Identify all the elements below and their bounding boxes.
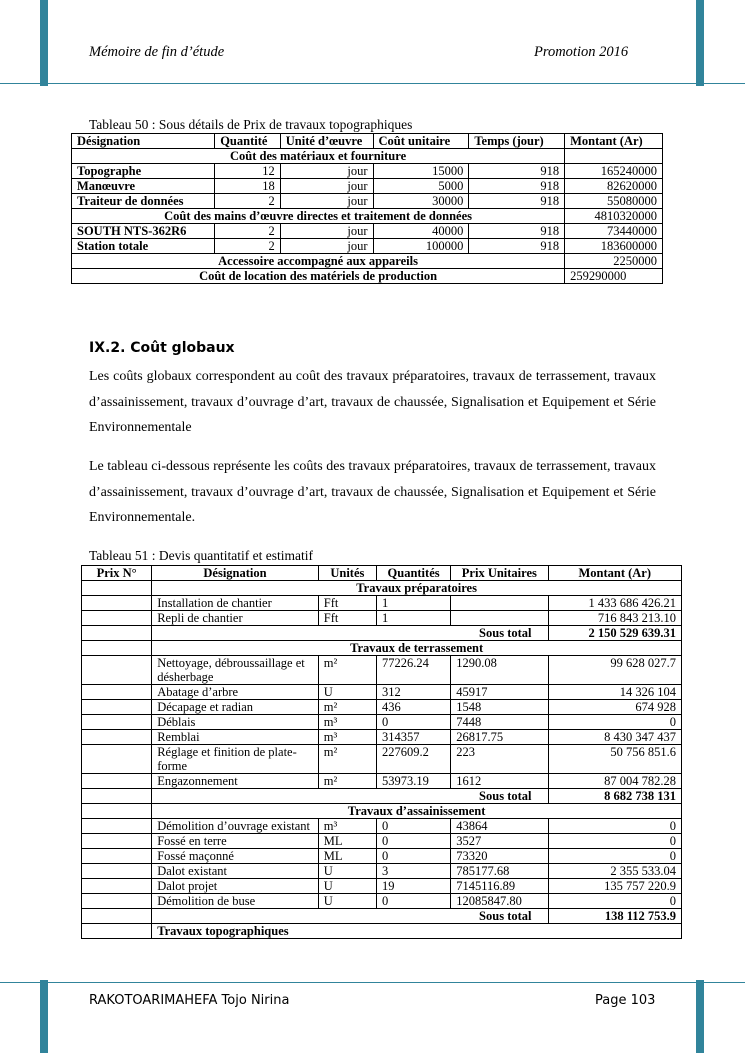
table-row bbox=[82, 804, 682, 819]
left-top-bar bbox=[40, 0, 48, 86]
left-bottom-bar bbox=[40, 980, 48, 1053]
cell: m² bbox=[318, 774, 376, 789]
cell: 312 bbox=[376, 685, 450, 700]
cell: 674 928 bbox=[548, 700, 682, 715]
subtotal-label: Sous total bbox=[152, 626, 548, 641]
cell: SOUTH NTS-362R6 bbox=[72, 224, 215, 239]
cell: 223 bbox=[451, 745, 548, 774]
cell: 3 bbox=[376, 864, 450, 879]
cell bbox=[451, 596, 548, 611]
cell: Fossé maçonné bbox=[152, 849, 319, 864]
section-title: IX.2. Coût globaux bbox=[89, 340, 235, 356]
section-label: Coût des matériaux et fourniture bbox=[72, 149, 565, 164]
table50-head: Temps (jour) bbox=[469, 134, 565, 149]
cell: 3527 bbox=[451, 834, 548, 849]
cell: 100000 bbox=[373, 239, 469, 254]
table-row bbox=[82, 879, 682, 894]
table-row bbox=[72, 224, 663, 239]
cell: 26817.75 bbox=[451, 730, 548, 745]
section-label: Travaux de terrassement bbox=[152, 641, 682, 656]
header-right: Promotion 2016 bbox=[534, 44, 629, 60]
table-row bbox=[82, 730, 682, 745]
table-row bbox=[82, 596, 682, 611]
cell: Dalot existant bbox=[152, 864, 319, 879]
section-total: 4810320000 bbox=[565, 209, 663, 224]
cell: 14 326 104 bbox=[548, 685, 682, 700]
cell: 0 bbox=[376, 715, 450, 730]
cell: 1612 bbox=[451, 774, 548, 789]
cell: 73320 bbox=[451, 849, 548, 864]
cell: 50 756 851.6 bbox=[548, 745, 682, 774]
table-row bbox=[82, 656, 682, 685]
header-rule bbox=[0, 83, 745, 84]
cell: 0 bbox=[376, 849, 450, 864]
table50 bbox=[71, 133, 663, 284]
cell: 165240000 bbox=[565, 164, 663, 179]
section-label: Coût des mains d’œuvre directes et traitement de données bbox=[72, 209, 565, 224]
cell: Station totale bbox=[72, 239, 215, 254]
cell: 0 bbox=[376, 894, 450, 909]
subtotal-value: 8 682 738 131 bbox=[548, 789, 682, 804]
cell: 0 bbox=[548, 819, 682, 834]
cell: 30000 bbox=[373, 194, 469, 209]
cell: 7145116.89 bbox=[451, 879, 548, 894]
paragraph-1: Les coûts globaux correspondent au coût des travaux préparatoires, travaux de terrassement, travaux d’assainissement, travaux d’ouvrage d’art, travaux de chaussée, Signalisation et Equipement et Série Environnementale bbox=[89, 369, 656, 435]
cell: 1 bbox=[376, 596, 450, 611]
cell: jour bbox=[280, 164, 373, 179]
cell: m² bbox=[318, 745, 376, 774]
cell: U bbox=[318, 879, 376, 894]
cell: Décapage et radian bbox=[152, 700, 319, 715]
table-row bbox=[82, 685, 682, 700]
cell: U bbox=[318, 894, 376, 909]
table50-header-row bbox=[72, 134, 663, 149]
table-row bbox=[72, 149, 663, 164]
table-row bbox=[72, 254, 663, 269]
cell: Dalot projet bbox=[152, 879, 319, 894]
table-row bbox=[82, 745, 682, 774]
accessory-label: Accessoire accompagné aux appareils bbox=[72, 254, 565, 269]
cell: jour bbox=[280, 239, 373, 254]
table-row bbox=[82, 789, 682, 804]
cell: Installation de chantier bbox=[152, 596, 319, 611]
cell: 2 355 533.04 bbox=[548, 864, 682, 879]
cell: jour bbox=[280, 224, 373, 239]
table-row bbox=[82, 611, 682, 626]
cell: 1 433 686 426.21 bbox=[548, 596, 682, 611]
cell: 436 bbox=[376, 700, 450, 715]
table-row bbox=[82, 626, 682, 641]
cell: 18 bbox=[215, 179, 281, 194]
table50-head: Coût unitaire bbox=[373, 134, 469, 149]
table50-caption: Tableau 50 : Sous détails de Prix de travaux topographiques bbox=[89, 117, 413, 132]
cell: m² bbox=[318, 700, 376, 715]
cell: m³ bbox=[318, 715, 376, 730]
cell: 918 bbox=[469, 164, 565, 179]
table51 bbox=[81, 565, 682, 939]
cell: 5000 bbox=[373, 179, 469, 194]
cell: Abatage d’arbre bbox=[152, 685, 319, 700]
cell: Réglage et finition de plate-forme bbox=[152, 745, 319, 774]
table50-head: Montant (Ar) bbox=[565, 134, 663, 149]
cell: 0 bbox=[376, 834, 450, 849]
cell: Démolition de buse bbox=[152, 894, 319, 909]
cell: 53973.19 bbox=[376, 774, 450, 789]
cell: Engazonnement bbox=[152, 774, 319, 789]
cell: 82620000 bbox=[565, 179, 663, 194]
cell: 918 bbox=[469, 179, 565, 194]
cell: ML bbox=[318, 834, 376, 849]
cell: Déblais bbox=[152, 715, 319, 730]
table-row bbox=[72, 164, 663, 179]
right-bottom-bar bbox=[696, 980, 704, 1053]
cell: 12085847.80 bbox=[451, 894, 548, 909]
table-row bbox=[82, 581, 682, 596]
cell: 7448 bbox=[451, 715, 548, 730]
cell: 45917 bbox=[451, 685, 548, 700]
cell: Fft bbox=[318, 596, 376, 611]
cell: Topographe bbox=[72, 164, 215, 179]
cell: 12 bbox=[215, 164, 281, 179]
cell: 2 bbox=[215, 239, 281, 254]
table50-head: Désignation bbox=[72, 134, 215, 149]
subtotal-label: Sous total bbox=[152, 789, 548, 804]
cell: 2 bbox=[215, 194, 281, 209]
subtotal-label: Sous total bbox=[152, 909, 548, 924]
paragraph-2: Le tableau ci-dessous représente les coûts des travaux préparatoires, travaux de terrassement, travaux d’assainissement, travaux d’ouvrage d’art, travaux de chaussée, Signalisation et Equipement et Série Environnementale. bbox=[89, 459, 656, 525]
cell: jour bbox=[280, 194, 373, 209]
table-row bbox=[82, 924, 682, 939]
cell: jour bbox=[280, 179, 373, 194]
cell: 0 bbox=[548, 894, 682, 909]
cell: 0 bbox=[376, 819, 450, 834]
header-left: Mémoire de fin d’étude bbox=[89, 44, 225, 60]
table-row bbox=[82, 909, 682, 924]
cell: 40000 bbox=[373, 224, 469, 239]
cell: 19 bbox=[376, 879, 450, 894]
table-row bbox=[72, 179, 663, 194]
table50-head: Quantité bbox=[215, 134, 281, 149]
table51-head: Montant (Ar) bbox=[548, 566, 682, 581]
cell: 716 843 213.10 bbox=[548, 611, 682, 626]
cell: Fft bbox=[318, 611, 376, 626]
cell: Remblai bbox=[152, 730, 319, 745]
cell: 77226.24 bbox=[376, 656, 450, 685]
cell: 15000 bbox=[373, 164, 469, 179]
cell: 135 757 220.9 bbox=[548, 879, 682, 894]
cell: 87 004 782.28 bbox=[548, 774, 682, 789]
location-label: Coût de location des matériels de production bbox=[72, 269, 565, 284]
table-row bbox=[82, 715, 682, 730]
cell: 1548 bbox=[451, 700, 548, 715]
table-row bbox=[82, 774, 682, 789]
cell: ML bbox=[318, 849, 376, 864]
cell: 73440000 bbox=[565, 224, 663, 239]
cell: 918 bbox=[469, 224, 565, 239]
table-row bbox=[72, 269, 663, 284]
location-value: 259290000 bbox=[565, 269, 663, 284]
cell: 0 bbox=[548, 849, 682, 864]
cell: 227609.2 bbox=[376, 745, 450, 774]
table-row bbox=[82, 700, 682, 715]
footer-author: RAKOTOARIMAHEFA Tojo Nirina bbox=[89, 993, 290, 1008]
cell: Fossé en terre bbox=[152, 834, 319, 849]
cell: 314357 bbox=[376, 730, 450, 745]
cell: Manœuvre bbox=[72, 179, 215, 194]
cell: 2 bbox=[215, 224, 281, 239]
section-label: Travaux d’assainissement bbox=[152, 804, 682, 819]
right-top-bar bbox=[696, 0, 704, 86]
cell bbox=[451, 611, 548, 626]
subtotal-value: 2 150 529 639.31 bbox=[548, 626, 682, 641]
footer-page: Page 103 bbox=[595, 993, 656, 1008]
cell: 99 628 027.7 bbox=[548, 656, 682, 685]
table51-head: Désignation bbox=[152, 566, 319, 581]
cell: 0 bbox=[548, 715, 682, 730]
cell: 1 bbox=[376, 611, 450, 626]
table51-header-row bbox=[82, 566, 682, 581]
cell: U bbox=[318, 864, 376, 879]
subtotal-value: 138 112 753.9 bbox=[548, 909, 682, 924]
cell: U bbox=[318, 685, 376, 700]
table51-head: Prix Unitaires bbox=[451, 566, 548, 581]
cell: 918 bbox=[469, 239, 565, 254]
cell: Démolition d’ouvrage existant bbox=[152, 819, 319, 834]
table51-caption: Tableau 51 : Devis quantitatif et estimatif bbox=[89, 548, 313, 563]
cell: 43864 bbox=[451, 819, 548, 834]
accessory-value: 2250000 bbox=[565, 254, 663, 269]
footer-rule bbox=[0, 982, 745, 983]
cell: Nettoyage, débroussaillage et désherbage bbox=[152, 656, 319, 685]
cell: Repli de chantier bbox=[152, 611, 319, 626]
table-row bbox=[82, 864, 682, 879]
cell: 55080000 bbox=[565, 194, 663, 209]
table-row bbox=[82, 834, 682, 849]
table-row bbox=[82, 849, 682, 864]
section-label: Travaux préparatoires bbox=[152, 581, 682, 596]
cell: m³ bbox=[318, 730, 376, 745]
table51-head: Unités bbox=[318, 566, 376, 581]
table-row bbox=[72, 194, 663, 209]
cell: 183600000 bbox=[565, 239, 663, 254]
table-row bbox=[72, 209, 663, 224]
cell: Traiteur de données bbox=[72, 194, 215, 209]
section-label: Travaux topographiques bbox=[152, 924, 682, 939]
table-row bbox=[82, 894, 682, 909]
table50-head: Unité d’œuvre bbox=[280, 134, 373, 149]
cell: m³ bbox=[318, 819, 376, 834]
cell: 785177.68 bbox=[451, 864, 548, 879]
cell: 918 bbox=[469, 194, 565, 209]
cell: 0 bbox=[548, 834, 682, 849]
table-row bbox=[82, 641, 682, 656]
table-row bbox=[82, 819, 682, 834]
cell: m² bbox=[318, 656, 376, 685]
table51-head: Quantités bbox=[376, 566, 450, 581]
cell: 1290.08 bbox=[451, 656, 548, 685]
cell: 8 430 347 437 bbox=[548, 730, 682, 745]
table-row bbox=[72, 239, 663, 254]
table51-head: Prix N° bbox=[82, 566, 152, 581]
